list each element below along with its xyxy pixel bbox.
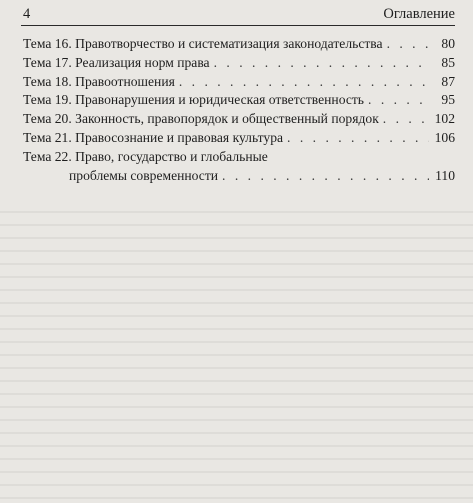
toc-entry-label: Тема 21. Правосознание и правовая культура xyxy=(23,129,284,145)
page-header xyxy=(23,4,455,24)
toc-entry xyxy=(23,148,455,186)
running-title: Оглавление xyxy=(383,6,455,22)
toc-entry xyxy=(23,73,455,92)
toc-entry-label-continued: проблемы современности xyxy=(69,167,219,183)
toc-leader-dots xyxy=(368,91,429,110)
toc-entry-label: Тема 20. Законность, правопорядок и общественный порядок xyxy=(23,111,379,127)
toc-entry-page: 87 xyxy=(441,73,455,89)
toc-entry-page: 85 xyxy=(441,54,455,70)
toc-entry-label: Тема 22. Право, государство и глобальные xyxy=(23,148,268,164)
toc-entry-continuation xyxy=(23,167,455,186)
toc-entry-page: 106 xyxy=(434,129,455,145)
toc-entry xyxy=(23,35,455,54)
page-number: 4 xyxy=(23,6,31,22)
toc-leader-dots xyxy=(222,167,429,186)
toc-entry-label: Тема 19. Правонарушения и юридическая ответственность xyxy=(23,92,365,108)
toc-entry-page: 95 xyxy=(441,92,455,108)
toc-entry-page: 110 xyxy=(435,167,455,183)
toc-entry xyxy=(23,110,455,129)
table-of-contents xyxy=(23,35,455,185)
toc-entry xyxy=(23,91,455,110)
toc-leader-dots xyxy=(383,110,429,129)
toc-leader-dots xyxy=(214,54,429,73)
toc-entry-label: Тема 17. Реализация норм права xyxy=(23,54,210,70)
toc-entry-label: Тема 18. Правоотношения xyxy=(23,73,175,89)
toc-entry-page: 102 xyxy=(434,111,455,127)
header-rule xyxy=(21,25,455,26)
toc-leader-dots xyxy=(387,35,429,54)
toc-entry xyxy=(23,54,455,73)
toc-entry xyxy=(23,129,455,148)
toc-leader-dots xyxy=(179,73,429,92)
toc-entry-page: 80 xyxy=(441,36,455,51)
toc-entry-label: Тема 16. Правотворчество и систематизация законодательства xyxy=(23,36,383,51)
toc-leader-dots xyxy=(287,129,429,148)
